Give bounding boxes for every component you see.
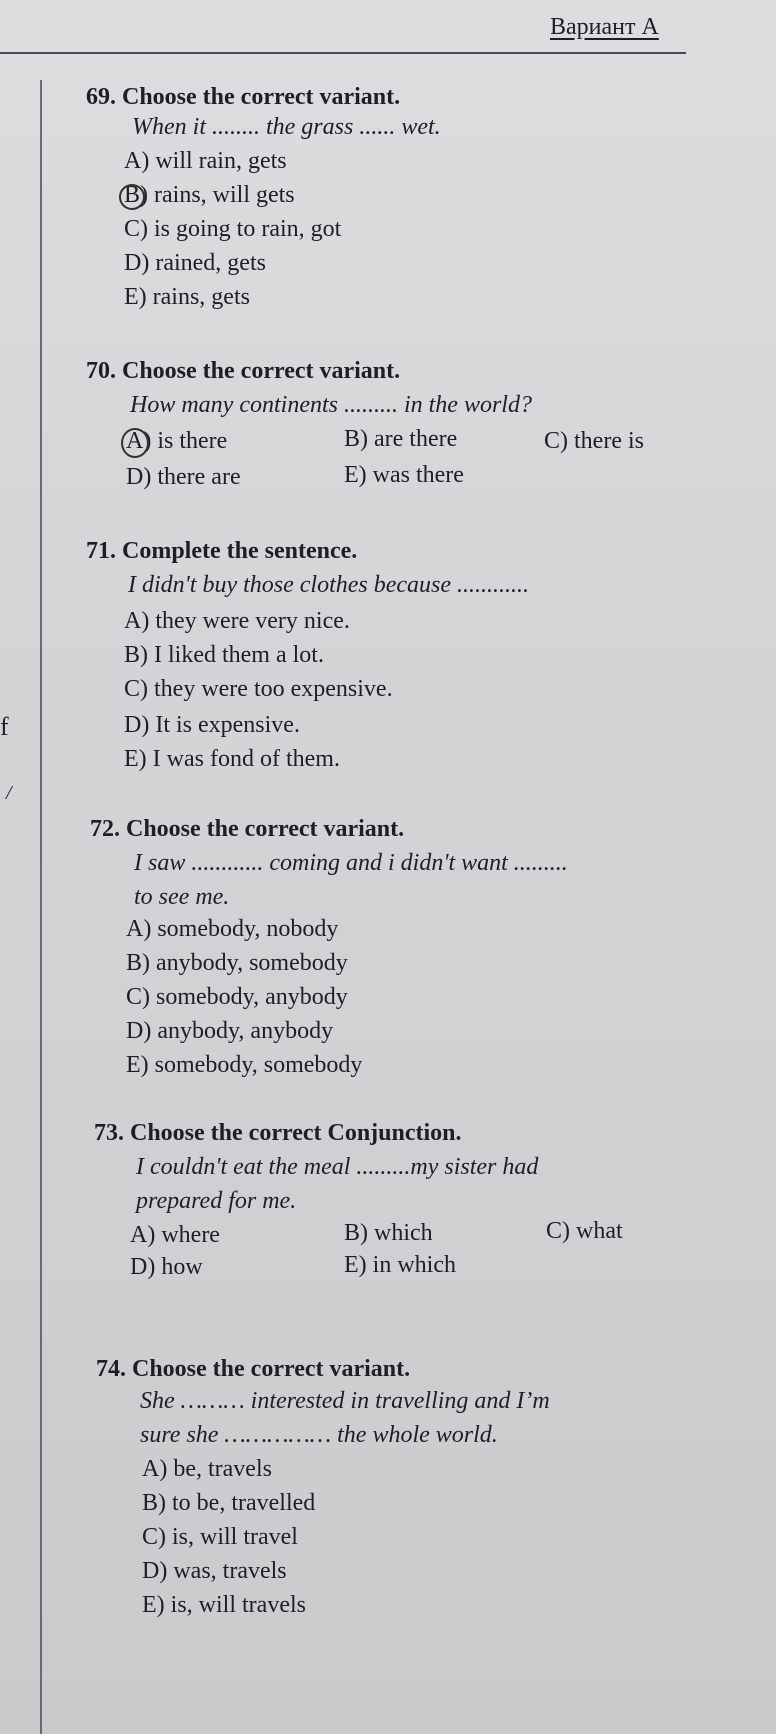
option-letter: A)	[126, 916, 152, 942]
option-d[interactable]	[124, 712, 300, 739]
question-title: 74. Choose the correct variant.	[96, 1356, 411, 1382]
option-a[interactable]	[126, 916, 338, 943]
option-text: are there	[374, 426, 458, 452]
option-text: was there	[372, 462, 464, 488]
option-a[interactable]	[130, 1222, 220, 1249]
option-letter: A)	[124, 148, 150, 174]
option-text: to be, travelled	[172, 1490, 316, 1516]
option-letter: E)	[142, 1592, 165, 1618]
option-text: anybody, somebody	[156, 950, 348, 976]
option-letter: E)	[124, 284, 147, 310]
option-text: where	[161, 1222, 220, 1248]
option-letter: C)	[544, 428, 568, 454]
option-c[interactable]	[124, 676, 393, 703]
question-title: 73. Choose the correct Conjunction.	[94, 1120, 462, 1146]
option-letter: D)	[124, 712, 150, 738]
option-letter: D)	[126, 1018, 152, 1044]
option-letter: B)	[124, 182, 148, 208]
question-stem: How many continents ......... in the world?	[130, 392, 532, 418]
option-letter: C)	[142, 1524, 166, 1550]
margin-mark: /	[6, 782, 12, 804]
option-e[interactable]	[126, 1052, 362, 1079]
option-text: they were too expensive.	[154, 676, 393, 702]
header-rule	[0, 52, 686, 54]
option-text: was, travels	[173, 1558, 287, 1584]
option-e[interactable]	[344, 1252, 456, 1279]
option-letter: C)	[124, 676, 148, 702]
option-text: anybody, anybody	[157, 1018, 334, 1044]
question-stem: I couldn't eat the meal .........my sister had	[136, 1154, 539, 1180]
option-text: is there	[157, 428, 228, 454]
option-letter: C)	[546, 1218, 570, 1244]
option-b[interactable]	[126, 950, 348, 977]
option-b[interactable]	[344, 426, 457, 453]
option-letter: E)	[344, 1252, 367, 1278]
option-text: I was fond of them.	[152, 746, 340, 772]
option-d[interactable]	[126, 464, 241, 491]
option-a[interactable]	[124, 148, 287, 175]
option-text: they were very nice.	[155, 608, 350, 634]
option-text: will rain, gets	[155, 148, 287, 174]
option-e[interactable]	[124, 746, 340, 773]
question-stem: When it ........ the grass ...... wet.	[132, 114, 441, 140]
answer-circle-mark	[119, 184, 145, 210]
option-c[interactable]	[544, 428, 644, 455]
option-text: I liked them a lot.	[154, 642, 324, 668]
option-letter: B)	[344, 426, 368, 452]
option-letter: A)	[126, 428, 152, 454]
option-e[interactable]	[344, 462, 464, 489]
option-letter: E)	[344, 462, 367, 488]
option-b[interactable]	[124, 642, 324, 669]
question-stem-continued: to see me.	[134, 884, 230, 910]
option-letter: A)	[130, 1222, 156, 1248]
option-a[interactable]	[124, 608, 350, 635]
question-title: 72. Choose the correct variant.	[90, 816, 405, 842]
option-text: how	[161, 1254, 203, 1280]
option-text: is going to rain, got	[154, 216, 342, 242]
option-letter: C)	[126, 984, 150, 1010]
margin-letter: f	[0, 712, 9, 741]
option-text: there are	[157, 464, 241, 490]
option-e[interactable]	[142, 1592, 306, 1619]
option-text: somebody, nobody	[157, 916, 339, 942]
question-title: 71. Complete the sentence.	[86, 538, 358, 564]
option-letter: E)	[124, 746, 147, 772]
option-text: rains, will gets	[154, 182, 295, 208]
question-stem: I saw ............ coming and i didn't want .........	[134, 850, 568, 876]
option-text: what	[576, 1218, 623, 1244]
question-title: 70. Choose the correct variant.	[86, 358, 401, 384]
option-letter: A)	[124, 608, 150, 634]
option-letter: E)	[126, 1052, 149, 1078]
option-b[interactable]	[344, 1220, 433, 1247]
option-letter: B)	[344, 1220, 368, 1246]
option-letter: B)	[142, 1490, 166, 1516]
option-d[interactable]	[124, 250, 266, 277]
option-letter: D)	[124, 250, 150, 276]
option-text: rains, gets	[152, 284, 250, 310]
option-text: It is expensive.	[155, 712, 300, 738]
option-text: be, travels	[173, 1456, 272, 1482]
option-c[interactable]	[546, 1218, 623, 1245]
option-text: there is	[574, 428, 644, 454]
option-letter: A)	[142, 1456, 168, 1482]
option-d[interactable]	[130, 1254, 203, 1281]
option-c[interactable]	[142, 1524, 298, 1551]
option-a[interactable]	[142, 1456, 272, 1483]
option-letter: B)	[124, 642, 148, 668]
question-stem: She ……… interested in travelling and I’m	[140, 1388, 550, 1414]
option-b[interactable]	[142, 1490, 315, 1517]
answer-circle-mark	[121, 428, 152, 458]
option-text: somebody, anybody	[156, 984, 348, 1010]
option-e[interactable]	[124, 284, 250, 311]
option-letter: D)	[142, 1558, 168, 1584]
option-c[interactable]	[126, 984, 348, 1011]
option-text: somebody, somebody	[154, 1052, 363, 1078]
question-stem-continued: sure she …………… the whole world.	[140, 1422, 498, 1448]
option-letter: D)	[126, 464, 152, 490]
option-d[interactable]	[142, 1558, 287, 1585]
option-text: is, will travels	[170, 1592, 306, 1618]
question-title: 69. Choose the correct variant.	[86, 84, 401, 110]
question-stem: I didn't buy those clothes because ............	[128, 572, 530, 598]
option-d[interactable]	[126, 1018, 333, 1045]
option-text: in which	[372, 1252, 456, 1278]
option-letter: C)	[124, 216, 148, 242]
option-text: is, will travel	[172, 1524, 298, 1550]
option-text: rained, gets	[155, 250, 266, 276]
option-c[interactable]	[124, 216, 341, 243]
question-stem-continued: prepared for me.	[136, 1188, 297, 1214]
option-letter: B)	[126, 950, 150, 976]
option-text: which	[374, 1220, 433, 1246]
margin-line	[40, 80, 42, 1734]
option-b[interactable]	[124, 182, 295, 209]
option-letter: D)	[130, 1254, 156, 1280]
variant-label: Вариант А	[550, 14, 659, 40]
